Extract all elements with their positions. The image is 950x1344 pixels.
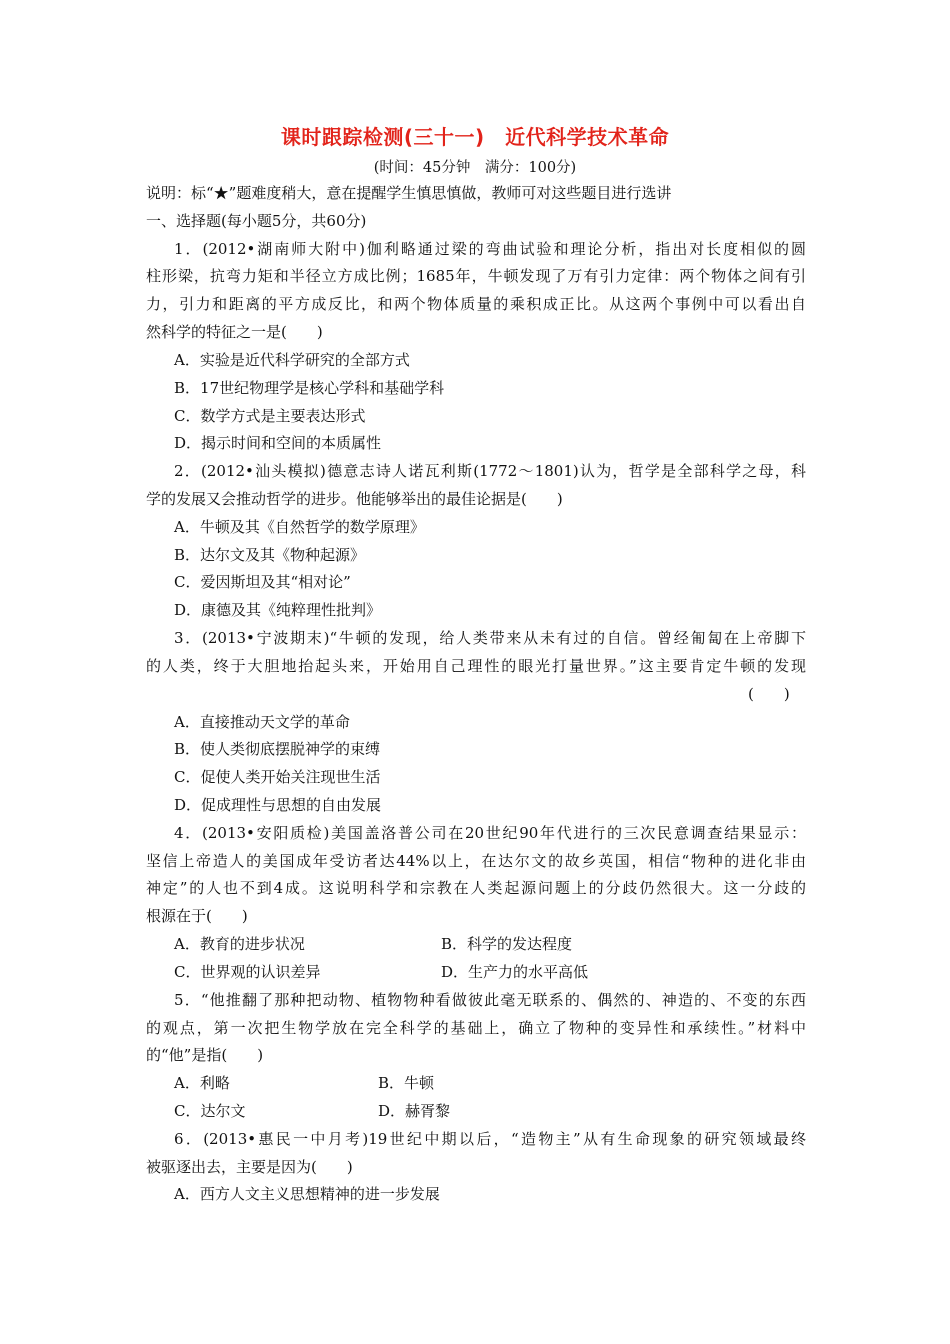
question-3-option-a: A．直接推动天文学的革命 (174, 713, 350, 731)
question-2-option-a: A．牛顿及其《自然哲学的数学原理》 (174, 518, 425, 536)
question-1-line: 然科学的特征之一是( ) (146, 323, 323, 341)
question-1-option-a: A．实验是近代科学研究的全部方式 (174, 351, 410, 369)
question-4-line: 神定”的人也不到4成。这说明科学和宗教在人类起源问题上的分歧仍然很大。这一分歧的 (146, 879, 806, 897)
question-6-line: 6．(2013•惠民一中月考)19世纪中期以后，“造物主”从有生命现象的研究领域最终 (174, 1130, 806, 1148)
question-4-option-a: A．教育的进步状况 (174, 935, 305, 953)
question-2-line: 2．(2012•汕头模拟)德意志诗人诺瓦利斯(1772～1801)认为，哲学是全部科学之母，科 (174, 462, 806, 480)
question-3-answer-paren: ( ) (748, 685, 790, 703)
question-1-option-d: D．揭示时间和空间的本质属性 (174, 434, 382, 452)
question-4-line: 4．(2013•安阳质检)美国盖洛普公司在20世纪90年代进行的三次民意调查结果显示： (174, 824, 806, 842)
question-3-option-d: D．促成理性与思想的自由发展 (174, 796, 382, 814)
question-1-option-c: C．数学方式是主要表达形式 (174, 407, 366, 425)
question-5-line: 的观点，第一次把生物学放在完全科学的基础上，确立了物种的变异性和承续性。”材料中 (146, 1019, 806, 1037)
question-5-line: 5．“他推翻了那种把动物、植物物种看做彼此毫无联系的、偶然的、神造的、不变的东西 (174, 991, 806, 1009)
question-2-line: 学的发展又会推动哲学的进步。他能够举出的最佳论据是( ) (146, 490, 563, 508)
question-4-option-b: B．科学的发达程度 (441, 935, 573, 953)
question-2-option-c: C．爱因斯坦及其“相对论” (174, 573, 351, 591)
question-2-option-b: B．达尔文及其《物种起源》 (174, 546, 366, 564)
section-heading: 一、选择题(每小题5分，共60分) (146, 212, 367, 230)
question-6-option-a: A．西方人文主义思想精神的进一步发展 (174, 1185, 440, 1203)
question-3-option-c: C．促使人类开始关注现世生活 (174, 768, 381, 786)
question-5-option-b: B．牛顿 (378, 1074, 435, 1092)
question-6-line: 被驱逐出去，主要是因为( ) (146, 1158, 353, 1176)
question-4-option-d: D．生产力的水平高低 (441, 963, 589, 981)
instruction-note: 说明：标“★”题难度稍大，意在提醒学生慎思慎做，教师可对这些题目进行选讲 (146, 184, 672, 202)
question-3-line: 3．(2013•宁波期末)“牛顿的发现，给人类带来从未有过的自信。曾经匍匐在上帝脚下 (174, 629, 806, 647)
question-2-option-d: D．康德及其《纯粹理性批判》 (174, 601, 382, 619)
question-3-option-b: B．使人类彻底摆脱神学的束缚 (174, 740, 381, 758)
question-5-option-d: D．赫胥黎 (378, 1102, 451, 1120)
question-1-line: 力，引力和距离的平方成反比，和两个物体质量的乘积成正比。从这两个事例中可以看出自 (146, 295, 806, 313)
question-1-line: 1．(2012•湖南师大附中)伽利略通过梁的弯曲试验和理论分析，指出对长度相似的圆 (174, 240, 806, 258)
question-5-option-a: A．利略 (174, 1074, 230, 1092)
question-5-line: 的“他”是指( ) (146, 1046, 264, 1064)
page-subtitle: (时间：45分钟 满分：100分) (373, 160, 577, 176)
question-4-line: 根源在于( ) (146, 907, 248, 925)
question-4-option-c: C．世界观的认识差异 (174, 963, 321, 981)
question-4-line: 坚信上帝造人的美国成年受访者达44%以上，在达尔文的故乡英国，相信“物种的进化非由 (146, 852, 806, 870)
page-title: 课时跟踪检测(三十一) 近代科学技术革命 (280, 125, 670, 149)
question-5-option-c: C．达尔文 (174, 1102, 246, 1120)
question-1-option-b: B．17世纪物理学是核心学科和基础学科 (174, 379, 445, 397)
question-3-line: 的人类，终于大胆地抬起头来，开始用自己理性的眼光打量世界。”这主要肯定牛顿的发现 (146, 657, 806, 675)
question-1-line: 柱形梁，抗弯力矩和半径立方成比例；1685年，牛顿发现了万有引力定律：两个物体之间有引 (146, 267, 806, 285)
